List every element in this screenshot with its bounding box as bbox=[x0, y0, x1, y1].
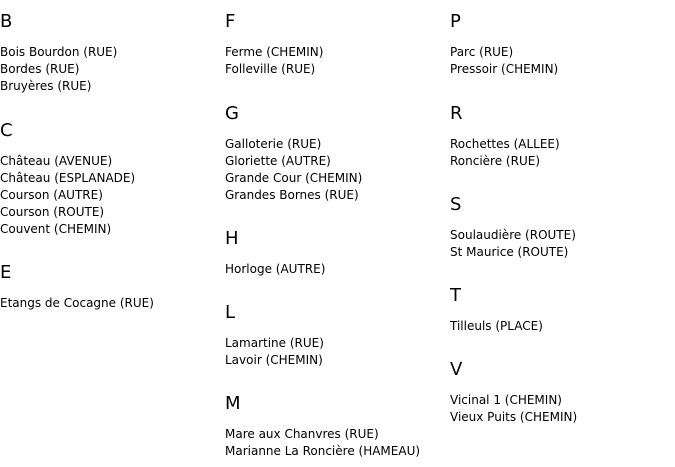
section-letter: H bbox=[225, 228, 239, 249]
section-letter: T bbox=[450, 285, 461, 306]
street-item: Tilleuls (PLACE) bbox=[450, 319, 543, 333]
section-letter: G bbox=[225, 103, 239, 124]
street-list bbox=[225, 261, 325, 278]
street-item: Pressoir (CHEMIN) bbox=[450, 62, 559, 76]
street-list bbox=[0, 295, 154, 312]
street-item: Roncière (RUE) bbox=[450, 154, 540, 168]
letter-section-m bbox=[225, 393, 445, 458]
street-item: Château (AVENUE) bbox=[0, 154, 113, 168]
section-letter: L bbox=[225, 302, 236, 323]
street-item: Lamartine (RUE) bbox=[225, 336, 324, 350]
section-letter: F bbox=[225, 11, 236, 32]
section-letter: M bbox=[225, 393, 241, 414]
street-item: Vieux Puits (CHEMIN) bbox=[450, 410, 578, 424]
section-letter: V bbox=[450, 359, 463, 380]
letter-section-g bbox=[225, 103, 445, 202]
letter-section-s bbox=[450, 194, 670, 259]
street-item: Etangs de Cocagne (RUE) bbox=[0, 296, 154, 310]
section-letter: C bbox=[0, 120, 13, 141]
letter-section-r bbox=[450, 103, 670, 168]
street-item: Horloge (AUTRE) bbox=[225, 262, 326, 276]
street-item: Folleville (RUE) bbox=[225, 62, 316, 76]
street-item: Couvent (CHEMIN) bbox=[0, 222, 112, 236]
letter-section-t bbox=[450, 285, 670, 333]
section-letter: S bbox=[450, 194, 462, 215]
street-item: Vicinal 1 (CHEMIN) bbox=[450, 393, 562, 407]
street-item: Courson (AUTRE) bbox=[0, 188, 103, 202]
street-list bbox=[0, 44, 117, 95]
section-letter: E bbox=[0, 262, 12, 283]
street-item: St Maurice (ROUTE) bbox=[450, 245, 569, 259]
street-item: Rochettes (ALLEE) bbox=[450, 137, 560, 151]
street-list bbox=[225, 426, 420, 460]
section-letter: R bbox=[450, 103, 463, 124]
letter-section-f bbox=[225, 11, 445, 76]
letter-section-v bbox=[450, 359, 670, 424]
street-item: Bois Bourdon (RUE) bbox=[0, 45, 118, 59]
street-list bbox=[225, 335, 324, 369]
letter-section-l bbox=[225, 302, 445, 367]
street-item: Bordes (RUE) bbox=[0, 62, 80, 76]
street-item: Lavoir (CHEMIN) bbox=[225, 353, 323, 367]
street-list bbox=[450, 392, 577, 426]
letter-section-e bbox=[0, 262, 220, 310]
street-item: Soulaudière (ROUTE) bbox=[450, 228, 576, 242]
street-list bbox=[450, 318, 543, 335]
street-item: Gloriette (AUTRE) bbox=[225, 154, 331, 168]
letter-section-b bbox=[0, 11, 220, 93]
street-list bbox=[450, 136, 560, 170]
street-item: Grande Cour (CHEMIN) bbox=[225, 171, 363, 185]
section-letter: B bbox=[0, 11, 13, 32]
street-list bbox=[225, 136, 362, 204]
letter-section-c bbox=[0, 120, 220, 236]
street-item: Bruyères (RUE) bbox=[0, 79, 92, 93]
street-item: Ferme (CHEMIN) bbox=[225, 45, 324, 59]
street-item: Courson (ROUTE) bbox=[0, 205, 105, 219]
street-item: Château (ESPLANADE) bbox=[0, 171, 136, 185]
street-item: Galloterie (RUE) bbox=[225, 137, 322, 151]
section-letter: P bbox=[450, 11, 461, 32]
letter-section-h bbox=[225, 228, 445, 276]
street-item: Grandes Bornes (RUE) bbox=[225, 188, 359, 202]
street-item: Marianne La Roncière (HAMEAU) bbox=[225, 444, 421, 458]
street-list bbox=[450, 44, 558, 78]
street-item: Mare aux Chanvres (RUE) bbox=[225, 427, 379, 441]
street-list bbox=[450, 227, 576, 261]
letter-section-p bbox=[450, 11, 670, 76]
street-list bbox=[0, 153, 135, 238]
street-item: Parc (RUE) bbox=[450, 45, 514, 59]
street-list bbox=[225, 44, 323, 78]
